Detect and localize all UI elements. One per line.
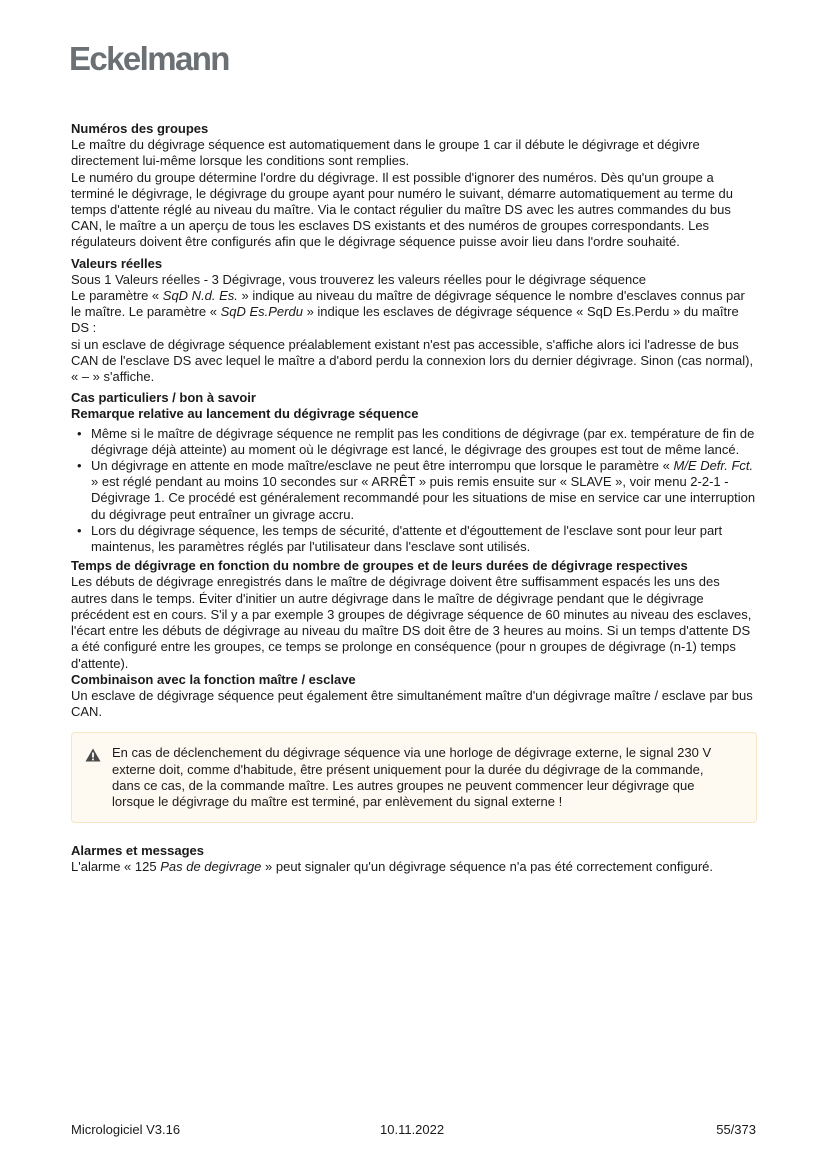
- paragraph: Sous 1 Valeurs réelles - 3 Dégivrage, vous trouverez les valeurs réelles pour le dégivrage séquence: [71, 271, 646, 287]
- paragraph: Un esclave de dégivrage séquence peut également être simultanément maître d'un dégivrage maître / esclave par bus CAN.: [71, 687, 753, 720]
- paragraph: [71, 859, 757, 875]
- text-span: » indique les esclaves de dégivrage séquence « SqD Es.Perdu » du maître DS :: [71, 304, 739, 336]
- paragraph: [71, 288, 757, 337]
- text-span: » peut signaler qu'un dégivrage séquence n'a pas été correctement configuré.: [261, 859, 713, 875]
- bullet-list: [71, 426, 757, 556]
- footer-firmware-version: Micrologiciel V3.16: [71, 1122, 181, 1137]
- text-span: » indique au niveau du maître de dégivrage séquence le nombre d'esclaves connus par le maître. Le paramètre «: [71, 288, 745, 320]
- section-heading-defrost-times: Temps de dégivrage en fonction du nombre de groupes et de leurs durées de dégivrage respectives: [71, 558, 688, 574]
- warning-notice: [71, 732, 757, 823]
- alarms-section: [71, 843, 757, 875]
- parameter-name: SqD N.d. Es.: [162, 288, 238, 304]
- list-item: [71, 458, 757, 523]
- brand-logo: Eckelmann: [69, 40, 229, 77]
- section-heading-actual-values: Valeurs réelles: [71, 255, 163, 271]
- warning-text: En cas de déclenchement du dégivrage séquence via une horloge de dégivrage externe, le signal 230 V externe doit, comme d'habitude, être présent uniquement pour la durée du dégivrage de la commande, dans ce cas, de la commande maître. Les autres groupes ne peuvent commencer leur dégivrage que lorsque le dégivrage du maître est terminé, par enlèvement du signal externe !: [112, 745, 712, 809]
- paragraph: si un esclave de dégivrage séquence préalablement existant n'est pas accessible, s'affiche alors ici l'adresse de bus CAN de l'esclave DS avec lequel le maître a d'abord perdu la connexion lors du dernier dégivrage. Sinon (cas normal), « – » s'affiche.: [71, 336, 754, 385]
- parameter-name: M/E Defr. Fct.: [673, 458, 754, 474]
- footer-page-number: 55/373: [716, 1122, 756, 1137]
- paragraph: Le maître du dégivrage séquence est automatiquement dans le groupe 1 car il débute le dégivrage et dégivre directement lui-même lorsque les conditions sont remplies.: [71, 137, 700, 169]
- section-heading-groups: Numéros des groupes: [71, 121, 209, 136]
- text-span: Le paramètre «: [71, 288, 163, 304]
- document-body: [71, 121, 757, 876]
- section-heading-special-cases: Cas particuliers / bon à savoir: [71, 390, 256, 406]
- text-span: L'alarme « 125: [71, 859, 161, 875]
- text-span: Un dégivrage en attente en mode maître/esclave ne peut être interrompu que lorsque le paramètre «: [91, 458, 674, 474]
- footer-date: 10.11.2022: [380, 1122, 445, 1137]
- section-subheading: Remarque relative au lancement du dégivrage séquence: [71, 406, 419, 422]
- section-heading-combination: Combinaison avec la fonction maître / esclave: [71, 671, 356, 687]
- warning-icon: [85, 748, 101, 762]
- section-heading-alarms: Alarmes et messages: [71, 843, 204, 859]
- list-item: • Lors du dégivrage séquence, les temps de sécurité, d'attente et d'égouttement de l'esclave sont pour leur part maintenus, les paramètres réglés par l'utilisateur dans l'esclave sont utilisés.: [71, 523, 757, 555]
- paragraph: Le numéro du groupe détermine l'ordre du dégivrage. Il est possible d'ignorer des numéros. Dès qu'un groupe a terminé le dégivrage, le dégivrage du groupe ayant pour numéro le suivant, démarre automatiquement au terme du temps d'attente réglé au niveau du maître. Via le contact régulier du maître DS avec les autres commandes du bus CAN, le maître a un aperçu de tous les esclaves DS existants et des numéros de groupes correspondants. Les régulateurs doivent être configurés afin que le dégivrage séquence puisse avoir lieu dans l'ordre souhaité.: [71, 169, 733, 250]
- paragraph: Les débuts de dégivrage enregistrés dans le maître de dégivrage doivent être suffisamment espacés les uns des autres dans le temps. Éviter d'initier un autre dégivrage dans le maître de dégivrage pendant que le dégivrage précédent est en cours. S'il y a par exemple 3 groupes de dégivrage séquence de 60 minutes au niveau des esclaves, l'écart entre les débuts de dégivrage au niveau du maître DS doit être de 3 heures au moins. Si un temps d'attente DS a été configuré entre les groupes, ce temps se prolonge en conséquence (pour n groupes de dégivrage (n-1) temps d'attente).: [71, 574, 752, 671]
- alarm-name: Pas de degivrage: [160, 859, 262, 875]
- text-span: » est réglé pendant au moins 10 secondes sur « ARRÊT » puis remis ensuite sur « SLAVE », voir menu 2-2-1 - Dégivrage 1. Ce procédé est généralement recommandé pour les situations de mise en service car une interruption du dégivrage peut entraîner un givrage accru.: [91, 474, 756, 522]
- parameter-name: SqD Es.Perdu: [220, 304, 303, 320]
- list-item: • Même si le maître de dégivrage séquence ne remplit pas les conditions de dégivrage (par ex. température de fin de dégivrage déjà atteinte) au moment où le dégivrage est lancé, le dégivrage des groupes est tout de même lancé.: [71, 426, 757, 458]
